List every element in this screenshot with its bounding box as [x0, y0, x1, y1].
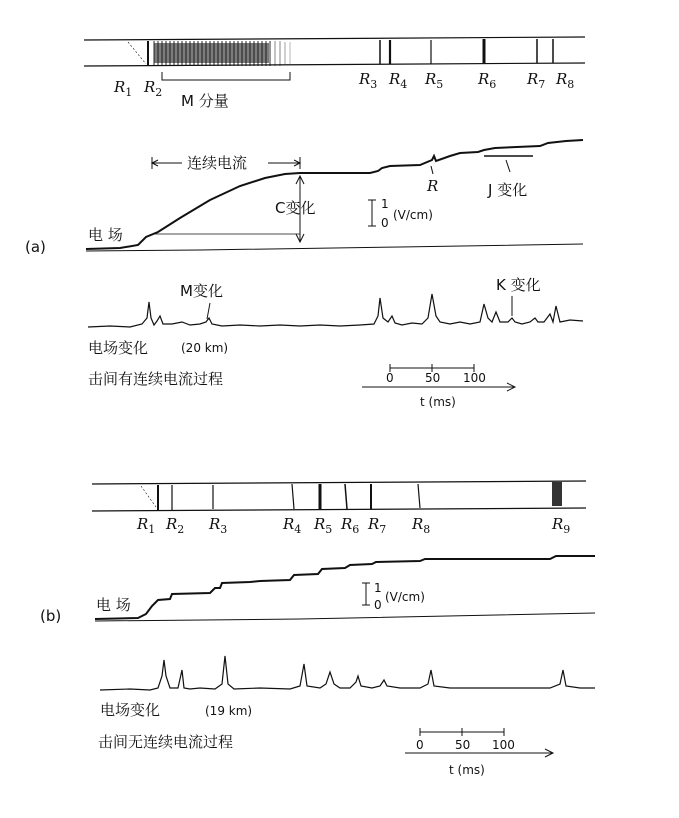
field-change-trace-b: [100, 656, 595, 690]
time-tick-100-b: 100: [492, 738, 515, 752]
label-r2-a: $R_2$: [144, 78, 163, 99]
streak-strip-b: [92, 481, 586, 511]
label-r6-a: $R_6$: [478, 70, 497, 91]
caption-a: 击间有连续电流过程: [88, 370, 224, 388]
label-r2-b: $R_2$: [166, 515, 185, 536]
label-r1-b: $R_1$: [137, 515, 156, 536]
time-tick-0-b: 0: [416, 738, 424, 752]
scale-zero-b: 0: [374, 598, 382, 612]
label-r9-b: $R_9$: [552, 515, 571, 536]
label-r1-a: $R_1$: [114, 78, 133, 99]
change-title-a: 电场变化: [88, 339, 149, 357]
field-trace-b: [95, 556, 595, 621]
label-r8-a: $R_8$: [556, 70, 575, 91]
label-r4-a: $R_4$: [389, 70, 408, 91]
label-r7-b: $R_7$: [368, 515, 387, 536]
field-change-trace-a: [88, 294, 583, 327]
change-title-b: 电场变化: [100, 701, 161, 719]
scale-main-a: 1: [381, 197, 389, 211]
label-r5-a: $R_5$: [425, 70, 444, 91]
m-change-label: M变化: [180, 282, 223, 300]
time-axis-label-b: t (ms): [449, 763, 485, 777]
time-tick-100-a: 100: [463, 371, 486, 385]
label-r5-b: $R_5$: [314, 515, 333, 536]
time-tick-50-b: 50: [455, 738, 471, 752]
field-scale-a: [368, 197, 433, 230]
panel-tag-b: (b): [40, 607, 62, 625]
r-mark-label: R: [427, 177, 439, 195]
label-r6-b: $R_6$: [341, 515, 360, 536]
distance-a: (20 km): [181, 341, 229, 355]
label-r7-a: $R_7$: [527, 70, 546, 91]
streak-strip-a: [84, 37, 585, 66]
scale-zero-a: 0: [381, 216, 389, 230]
time-axis-label-a: t (ms): [420, 395, 456, 409]
field-scale-b: [362, 581, 425, 612]
label-r3-b: $R_3$: [209, 515, 228, 536]
r-mark-pointer: [431, 166, 433, 174]
scale-main-b: 1: [374, 581, 382, 595]
scale-unit-a: (V/cm): [393, 208, 433, 222]
label-r3-a: $R_3$: [359, 70, 378, 91]
m-component-label: M 分量: [181, 92, 229, 110]
j-change-label: J 变化: [488, 181, 528, 199]
k-change-label: K 变化: [496, 276, 541, 294]
scale-unit-b: (V/cm): [385, 590, 425, 604]
continuing-current-label: 连续电流: [187, 154, 248, 172]
time-tick-50-a: 50: [425, 371, 441, 385]
label-r8-b: $R_8$: [412, 515, 431, 536]
m-component-bracket: [162, 72, 290, 80]
c-change-label: C变化: [275, 199, 316, 217]
distance-b: (19 km): [205, 704, 253, 718]
time-tick-0-a: 0: [386, 371, 394, 385]
time-scale-b: [405, 728, 553, 757]
panel-tag-a: (a): [25, 238, 46, 256]
field-label-b: 电 场: [96, 596, 131, 614]
field-label-a: 电 场: [88, 226, 123, 244]
j-change-pointer: [506, 160, 510, 172]
streak-labels-b: [136, 515, 570, 536]
m-component-streaks: [154, 41, 290, 66]
m-change-pointer: [207, 303, 210, 319]
label-r4-b: $R_4$: [283, 515, 302, 536]
caption-b: 击间无连续电流过程: [98, 733, 234, 751]
